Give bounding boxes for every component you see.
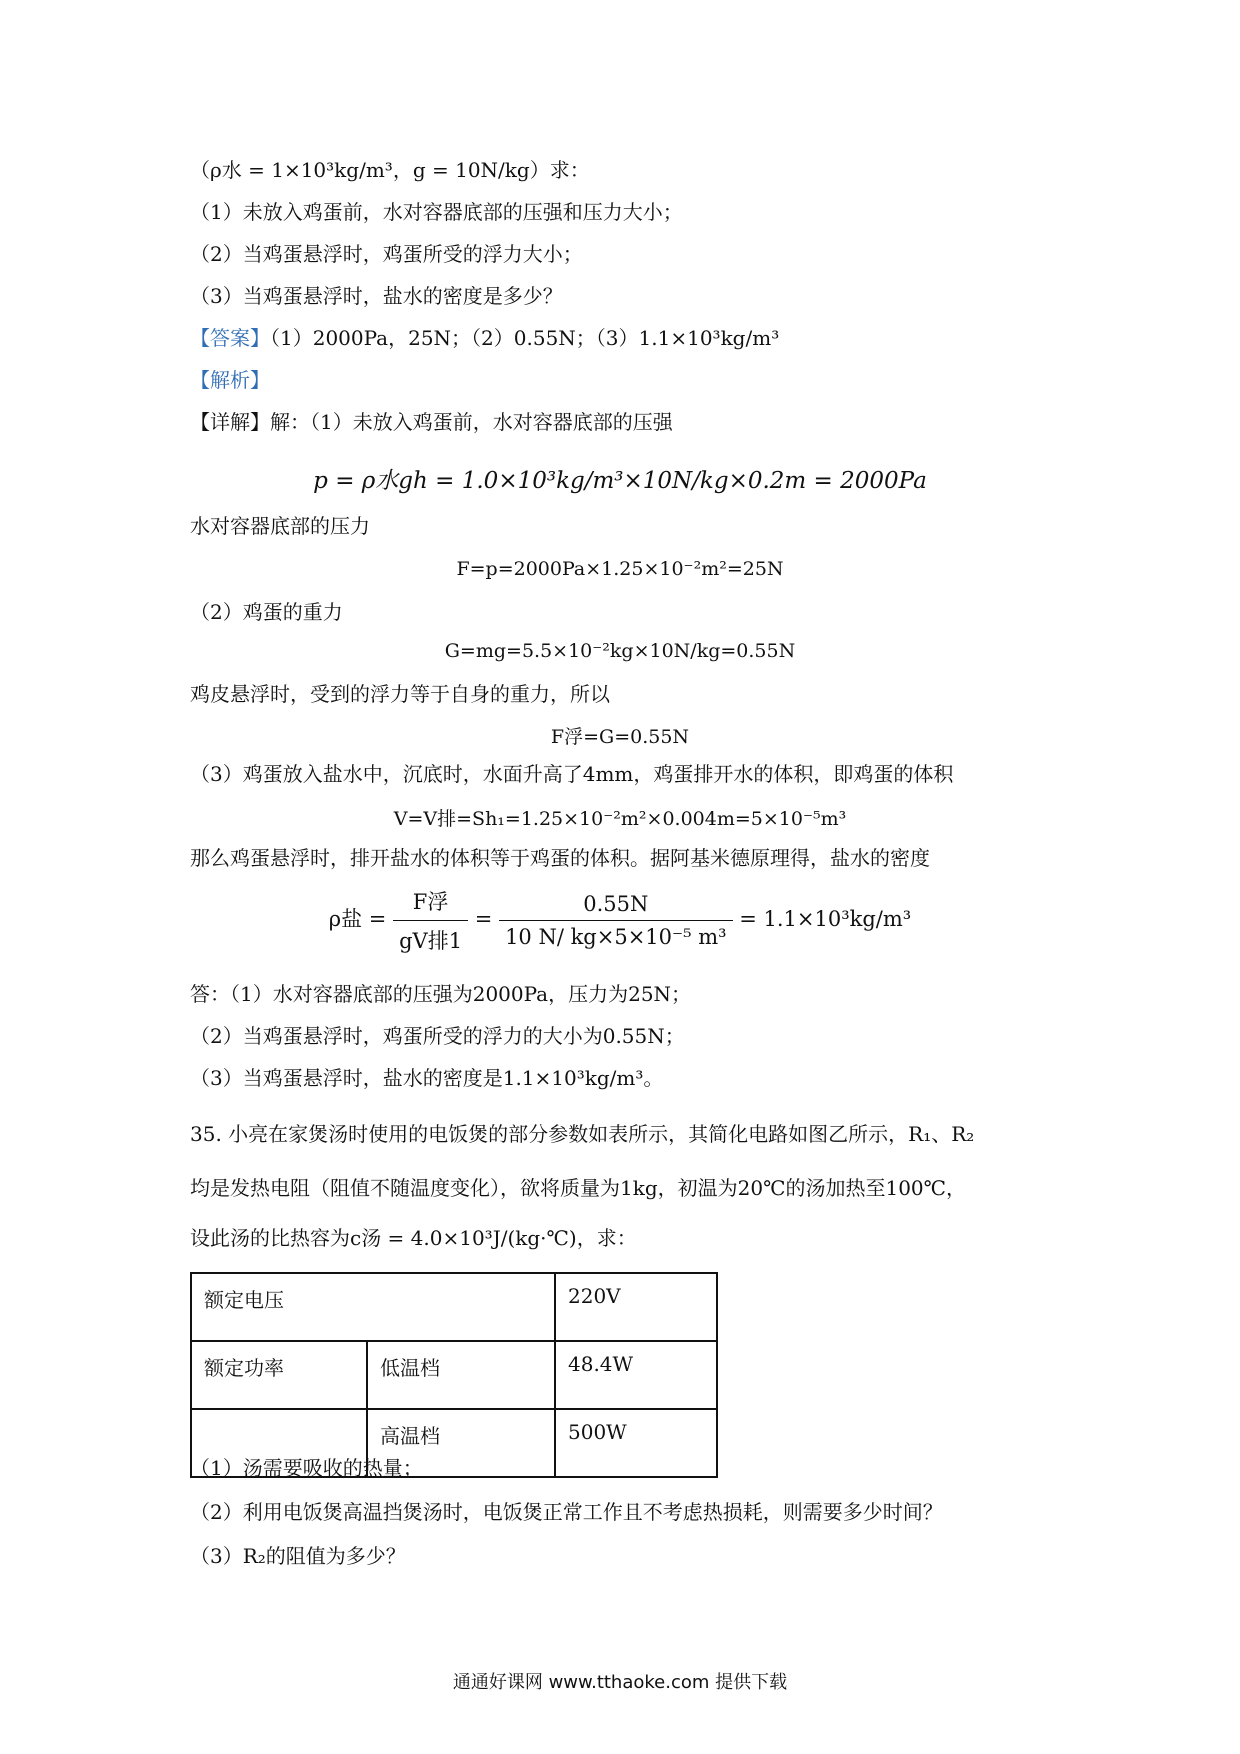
density-result: = 1.1×10³kg/m³ bbox=[739, 907, 912, 931]
table-row bbox=[191, 1341, 717, 1409]
question-1: （1）未放入鸡蛋前，水对容器底部的压强和压力大小； bbox=[190, 200, 683, 224]
conclusion-2: （2）当鸡蛋悬浮时，鸡蛋所受的浮力的大小为0.55N； bbox=[190, 1024, 685, 1048]
table-cell: 48.4W bbox=[555, 1341, 717, 1409]
answer-tag: 【答案】 bbox=[190, 326, 270, 350]
weight-line: （2）鸡蛋的重力 bbox=[190, 600, 343, 624]
table-row bbox=[191, 1273, 717, 1341]
density-lhs: ρ盐 = bbox=[328, 907, 387, 931]
fraction-values-denominator: 10 N/ kg×5×10⁻⁵ m³ bbox=[505, 925, 727, 949]
problem-35-question-1: （1）汤需要吸收的热量； bbox=[190, 1456, 423, 1480]
table-cell: 220V bbox=[555, 1273, 717, 1341]
question-2: （2）当鸡蛋悬浮时，鸡蛋所受的浮力大小； bbox=[190, 242, 583, 266]
pressure-force-line: 水对容器底部的压力 bbox=[190, 514, 370, 538]
page-footer: 通通好课网 www.tthaoke.com 提供下载 bbox=[452, 1672, 788, 1693]
archimedes-line: 那么鸡蛋悬浮时，排开盐水的体积等于鸡蛋的体积。据阿基米德原理得，盐水的密度 bbox=[190, 846, 930, 870]
fraction-values-numerator: 0.55N bbox=[499, 892, 732, 921]
fraction-buoyancy-numerator: F浮 bbox=[393, 886, 468, 921]
parameter-table bbox=[190, 1272, 718, 1478]
problem-35-line-3: 设此汤的比热容为c汤 = 4.0×10³J/(kg·℃)，求： bbox=[190, 1226, 637, 1250]
equation-pressure: p = ρ水gh = 1.0×10³kg/m³×10N/kg×0.2m = 2000Pa bbox=[313, 468, 927, 494]
fraction-values bbox=[499, 892, 732, 949]
density-equals: = bbox=[474, 907, 493, 931]
table-cell: 低温档 bbox=[367, 1341, 555, 1409]
equation-weight: G=mg=5.5×10⁻²kg×10N/kg=0.55N bbox=[444, 640, 796, 662]
problem-35-line-1: 35. 小亮在家煲汤时使用的电饭煲的部分参数如表所示，其简化电路如图乙所示，R₁、R₂ bbox=[190, 1122, 975, 1146]
problem-35-question-2: （2）利用电饭煲高温挡煲汤时，电饭煲正常工作且不考虑热损耗，则需要多少时间？ bbox=[190, 1500, 943, 1524]
table-cell: 500W bbox=[555, 1409, 717, 1477]
problem-35-line-2: 均是发热电阻（阻值不随温度变化），欲将质量为1kg，初温为20℃的汤加热至100℃， bbox=[190, 1176, 967, 1200]
question-3: （3）当鸡蛋悬浮时，盐水的密度是多少？ bbox=[190, 284, 563, 308]
equation-force: F=p=2000Pa×1.25×10⁻²m²=25N bbox=[456, 558, 784, 580]
equation-density bbox=[0, 886, 1240, 955]
analysis-tag: 【解析】 bbox=[190, 368, 270, 392]
table-cell: 额定功率 bbox=[191, 1341, 367, 1409]
problem-35-question-3: （3）R₂的阻值为多少？ bbox=[190, 1544, 406, 1568]
conclusion-1: 答：（1）水对容器底部的压强为2000Pa，压力为25N； bbox=[190, 982, 692, 1006]
table-cell: 额定电压 bbox=[191, 1273, 555, 1341]
table-cell: 高温档 bbox=[367, 1409, 555, 1477]
fraction-buoyancy bbox=[393, 886, 468, 955]
float-line: 鸡皮悬浮时，受到的浮力等于自身的重力，所以 bbox=[190, 682, 610, 706]
given-constants: （ρ水 = 1×10³kg/m³，g = 10N/kg）求： bbox=[190, 158, 590, 182]
fraction-buoyancy-denominator: gV排1 bbox=[399, 929, 463, 953]
equation-buoyancy: F浮=G=0.55N bbox=[550, 726, 690, 748]
conclusion-3: （3）当鸡蛋悬浮时，盐水的密度是1.1×10³kg/m³。 bbox=[190, 1066, 664, 1090]
answer-text: （1）2000Pa，25N；（2）0.55N；（3）1.1×10³kg/m³ bbox=[270, 326, 780, 350]
equation-volume: V=V排=Sh₁=1.25×10⁻²m²×0.004m=5×10⁻⁵m³ bbox=[393, 808, 847, 830]
detail-line: 【详解】解：（1）未放入鸡蛋前，水对容器底部的压强 bbox=[190, 410, 673, 434]
answer-line bbox=[190, 326, 779, 350]
sink-line: （3）鸡蛋放入盐水中，沉底时，水面升高了4mm，鸡蛋排开水的体积，即鸡蛋的体积 bbox=[190, 762, 954, 786]
